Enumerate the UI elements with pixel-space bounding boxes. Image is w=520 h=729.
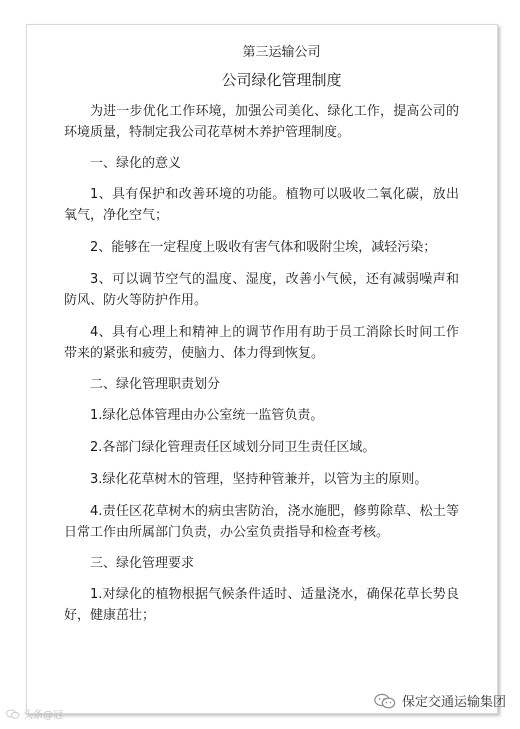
watermark-wechat-icon: [6, 709, 20, 719]
watermark-text: 头条@冠: [23, 710, 63, 721]
section-heading-1: 一、绿化的意义: [90, 156, 182, 171]
company-name: 第三运输公司: [242, 45, 321, 60]
paragraph-item: 2.各部门绿化管理责任区域划分同卫生责任区域。: [90, 440, 376, 455]
brand-footer: [374, 691, 506, 710]
watermark: [6, 706, 63, 721]
paragraph-item: 4.责任区花草树木的病虫害防治，浇水施肥，修剪除草、松土等日常工作由所属部门负责，办公室负责指导和检查考核。: [64, 504, 459, 540]
document-content: [64, 43, 459, 626]
paragraph-item: 1、具有保护和改善环境的功能。植物可以吸收二氧化碳，放出氧气，净化空气；: [64, 187, 459, 223]
paragraph-item: 3、可以调节空气的温度、湿度，改善小气候，还有减弱噪声和防风、防火等防护作用。: [64, 272, 459, 308]
paragraph-item: 1.绿化总体管理由办公室统一监管负责。: [90, 408, 324, 423]
paragraph-item: 4、具有心理上和精神上的调节作用有助于员工消除长时间工作带来的紧张和疲劳，使脑力、体力得到恢复。: [64, 325, 459, 361]
paragraph-item: 2、能够在一定程度上吸收有害气体和吸附尘埃，减轻污染；: [90, 240, 437, 255]
wechat-icon: [374, 693, 396, 709]
section-heading-2: 二、绿化管理职责划分: [90, 377, 221, 392]
paragraph-item: 1.对绿化的植物根据气候条件适时、适量浇水，确保花草长势良好，健康茁壮；: [64, 587, 459, 623]
section-heading-3: 三、绿化管理要求: [90, 556, 195, 571]
brand-name: 保定交通运输集团: [402, 695, 507, 710]
document-title: 公司绿化管理制度: [221, 71, 342, 89]
paragraph-intro: 为进一步优化工作环境，加强公司美化、绿化工作，提高公司的环境质量，特制定我公司花草树木养护管理制度。: [64, 104, 459, 140]
paragraph-item: 3.绿化花草树木的管理，坚持种管兼并，以管为主的原则。: [90, 472, 428, 487]
